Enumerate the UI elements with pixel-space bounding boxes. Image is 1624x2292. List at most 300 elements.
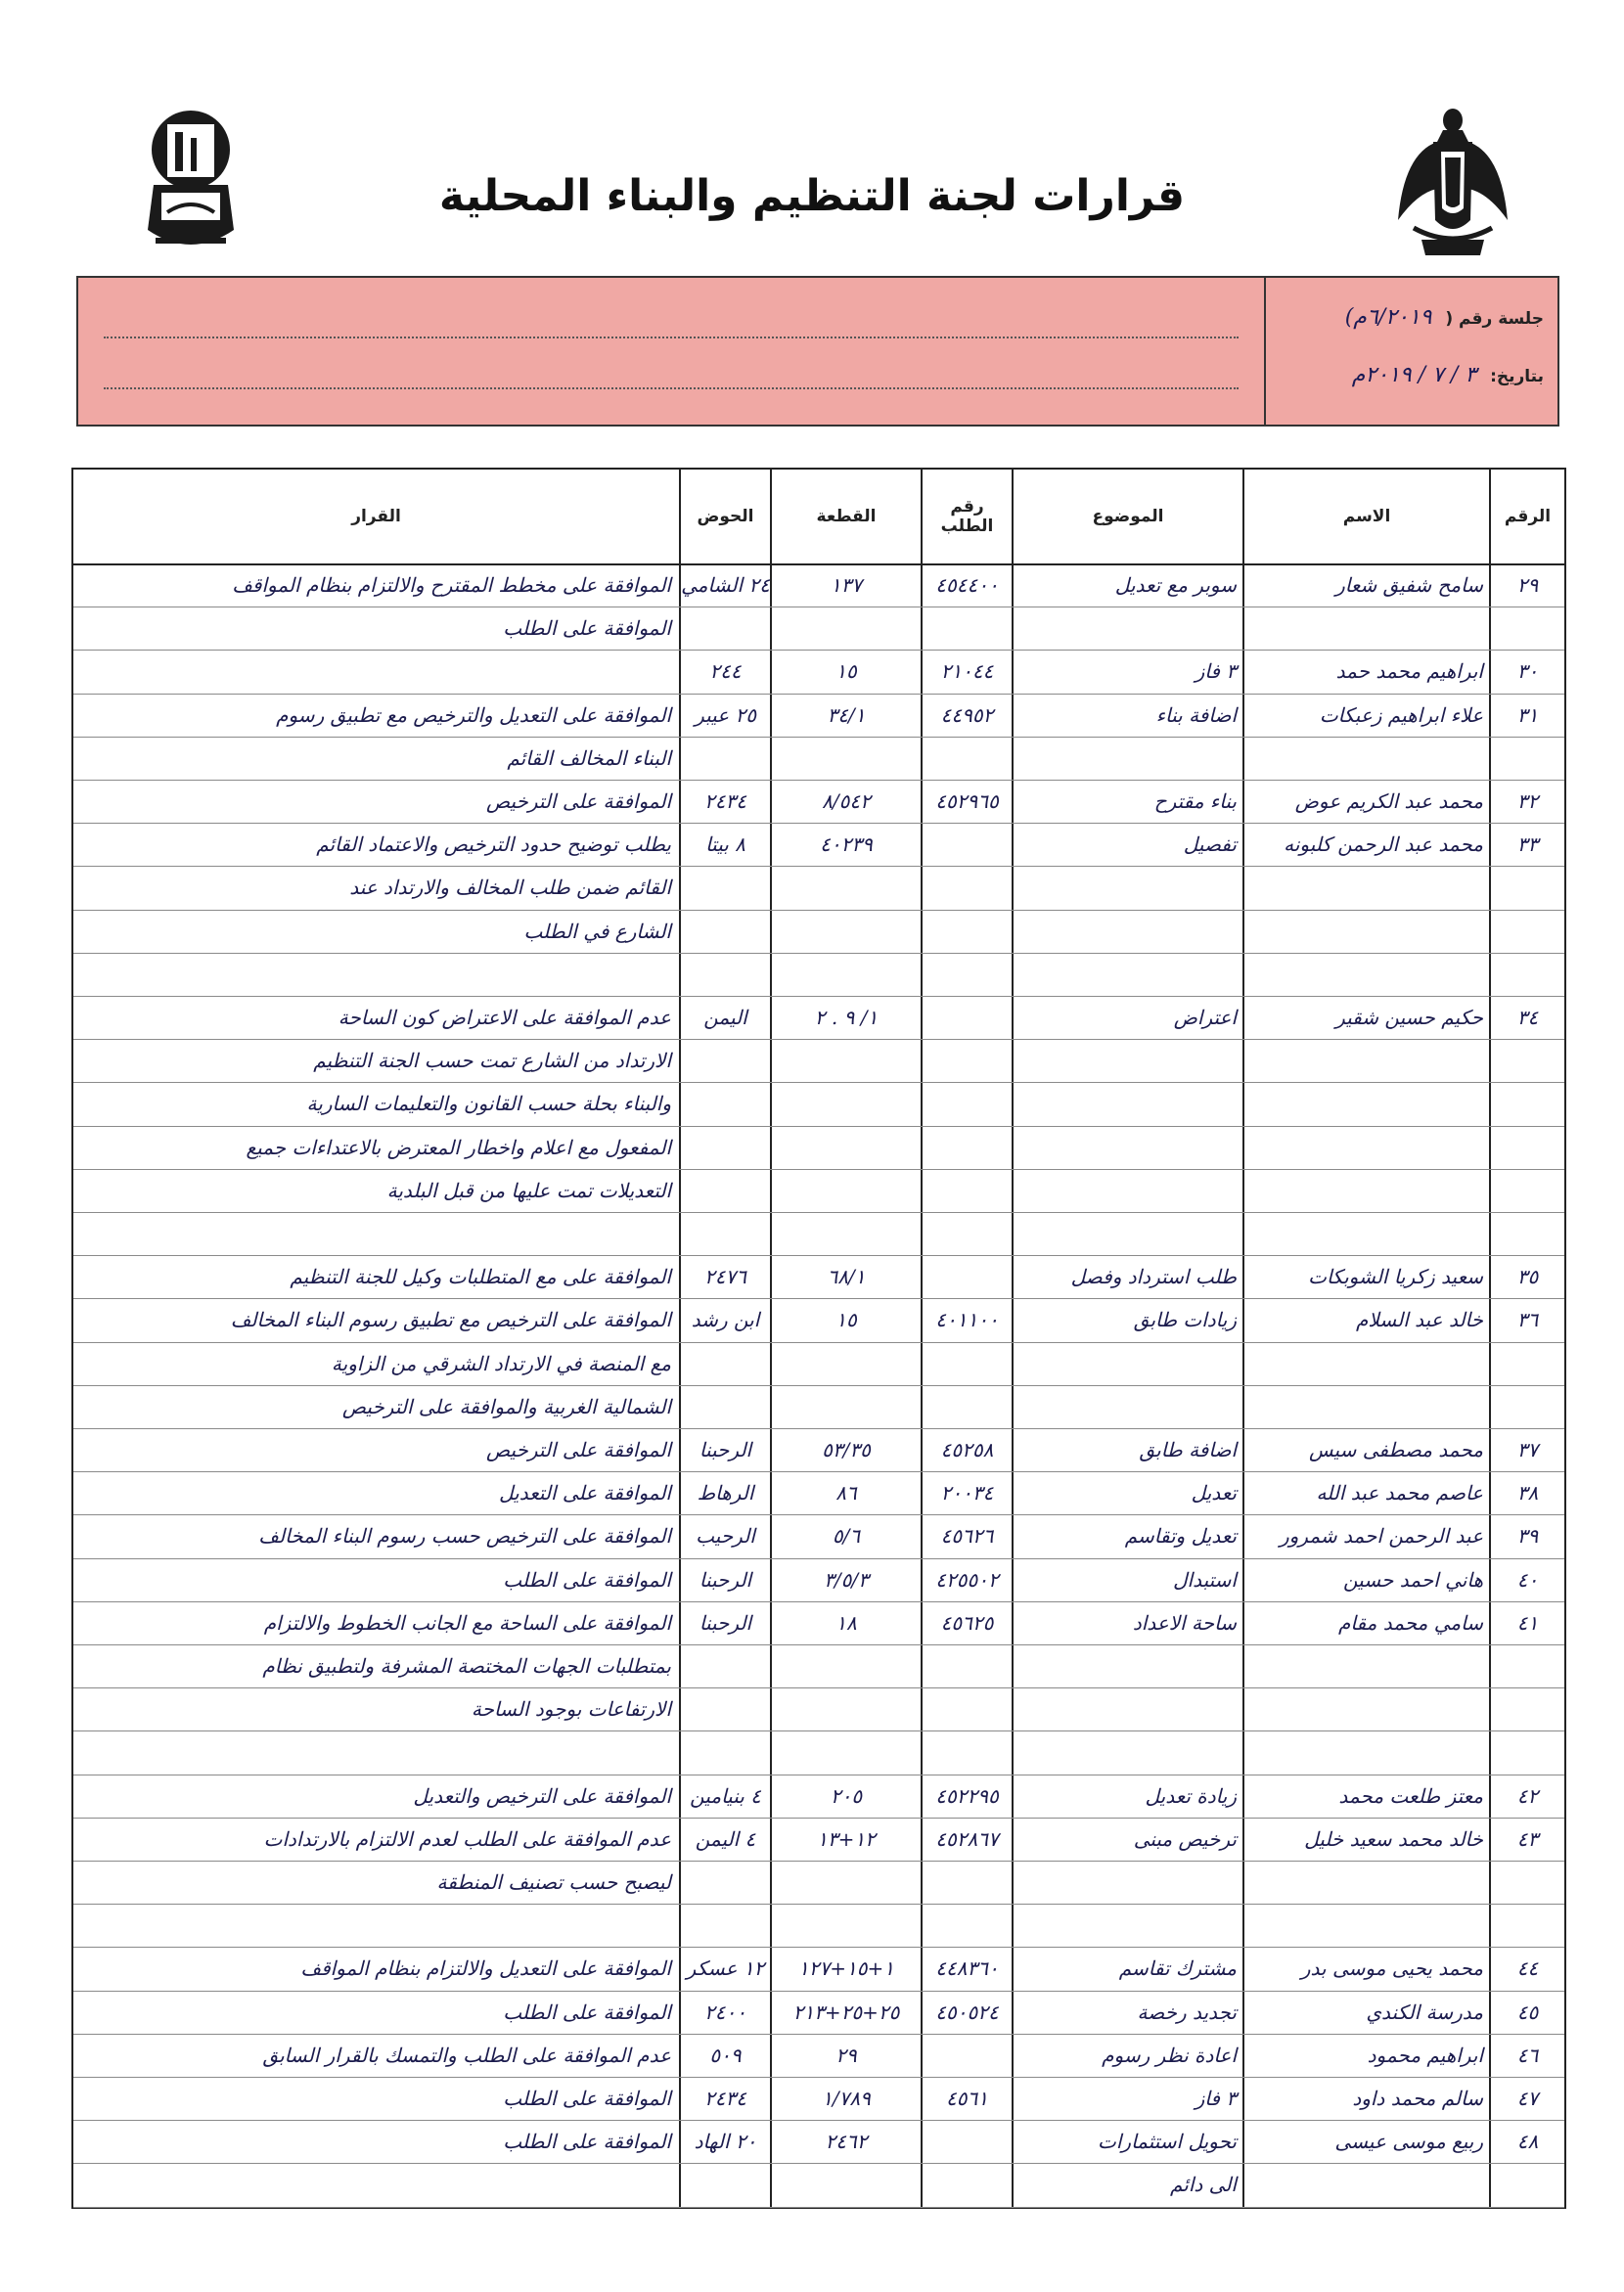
cell-basin [681,737,770,780]
session-info [1264,278,1557,425]
cell-decision: المفعول مع اعلام واخطار المعترض بالاعتداءات جميع [246,1135,671,1159]
table-row [73,1947,1564,1990]
cell-name: علاء ابراهيم زعبكات [1319,702,1483,727]
cell-request-no [923,866,1012,909]
cell-request-no [923,1385,1012,1428]
table-row [73,607,1564,650]
cell-subject [1008,1126,1242,1169]
cell-decision: الموافقة على الطلب [503,1567,671,1592]
cell-subject [1008,1039,1242,1082]
cell-subject [1008,1644,1242,1687]
cell-request-no: ٤٤٨٣٦٠ [935,1956,999,1981]
cell-basin [681,866,770,909]
cell-request-no: ٤٥٢٨٦٧ [935,1826,999,1851]
table-row [73,1644,1564,1687]
table-row [73,2163,1564,2206]
cell-name [1239,1385,1489,1428]
cell-name: سامح شفيق شعار [1335,573,1483,597]
cell-name: محمد عبد الكريم عوض [1294,789,1483,813]
cell-subject: مشترك تقاسم [1118,1956,1237,1981]
cell-decision [66,1730,679,1774]
cell-request-no [923,996,1012,1039]
table-row [73,1255,1564,1298]
cell-name [1239,1039,1489,1082]
cell-decision: الموافقة على الترخيص [485,789,671,813]
cell-basin [681,1212,770,1255]
cell-subject [1008,1385,1242,1428]
session-number [1276,305,1544,330]
table-row [73,694,1564,737]
table-row [73,823,1564,866]
table-row [73,953,1564,996]
cell-request-no: ٢٠٠٣٤ [940,1481,994,1506]
session-date [1276,363,1544,387]
cell-subject: ٣ فاز [1195,659,1237,684]
page-title: قرارات لجنة التنظيم والبناء المحلية [438,171,1186,221]
cell-name [1239,737,1489,780]
cell-request-no: ٤٤٩٥٢ [940,702,994,727]
cell-parcel [772,1861,921,1904]
table-row [73,1428,1564,1471]
cell-num [1491,1342,1564,1385]
cell-parcel: ٦٨/١ [827,1265,866,1289]
table-row [73,1861,1564,1904]
cell-decision: البناء المخالف القائم [507,745,671,770]
cell-request-no [923,737,1012,780]
cell-num [1491,1212,1564,1255]
cell-basin [681,1082,770,1125]
cell-subject: اضافة بناء [1155,702,1237,727]
table-row [73,1775,1564,1818]
cell-parcel [772,866,921,909]
cell-parcel: ١٥ [835,1308,857,1332]
cell-request-no [923,1687,1012,1730]
cell-request-no [923,2034,1012,2077]
cell-name [1239,1687,1489,1730]
cell-parcel [772,1082,921,1125]
cell-num [1491,1039,1564,1082]
cell-basin [681,607,770,650]
cell-num: ٤٨ [1516,2130,1539,2154]
cell-num: ٤٣ [1516,1826,1539,1851]
cell-basin: اليمن [703,1006,747,1029]
cell-decision: عدم الموافقة على الطلب لعدم الالتزام بالارتدادات [263,1826,671,1851]
cell-decision [66,1212,679,1255]
cell-subject [1008,1082,1242,1125]
cell-name: ربيع موسى عيسى [1334,2130,1483,2154]
cell-decision: الموافقة على التعديل والترخيص مع تطبيق رسوم [276,702,671,727]
cell-name: محمد يحيى موسى بدر [1300,1956,1483,1981]
cell-subject: استبدال [1173,1567,1237,1592]
cell-name [1239,910,1489,953]
cell-basin [681,1039,770,1082]
table-row [73,1298,1564,1341]
cell-parcel: ٢٠٥ [830,1783,863,1808]
cell-request-no [923,1644,1012,1687]
table-row [73,1991,1564,2034]
cell-name: ابراهيم محمود [1367,2043,1483,2067]
cell-subject: اضافة طابق [1139,1438,1237,1461]
cell-name: محمد عبد الرحمن كلبونه [1284,832,1483,857]
table-header [73,470,1564,565]
cell-basin [681,953,770,996]
cell-request-no [923,953,1012,996]
cell-subject: بناء مقترح [1153,789,1237,813]
cell-decision: بمتطلبات الجهات المختصة المشرفة ولتطبيق نظام [262,1654,671,1678]
cell-parcel [772,1644,921,1687]
cell-name [1239,1730,1489,1774]
cell-subject: زيادة تعديل [1145,1783,1237,1808]
cell-num: ٣٥ [1516,1265,1539,1289]
cell-request-no [923,1126,1012,1169]
cell-name [1239,1126,1489,1169]
cell-num: ٣٧ [1516,1438,1539,1461]
cell-basin: ٥٠٩ [709,2043,742,2067]
header-basin: الحوض [697,507,754,526]
cell-parcel: ٣/٥/٣ [824,1567,869,1592]
table-row [73,1126,1564,1169]
cell-name [1239,866,1489,909]
cell-decision [66,953,679,996]
cell-request-no [923,1904,1012,1947]
cell-subject: تعديل [1191,1481,1237,1506]
cell-basin: ٤ بنيامين [690,1783,761,1808]
cell-parcel: ٨/٥٤٢ [822,789,871,813]
cell-decision: الموافقة على الساحة مع الجانب الخطوط والالتزام [263,1610,671,1635]
cell-basin: الرحبنا [699,1567,752,1592]
cell-basin: ٢٤٧٦ [704,1265,746,1289]
dotted-line [104,337,1239,338]
cell-decision: عدم الموافقة على الطلب والتمسك بالقرار السابق [262,2043,671,2067]
cell-request-no: ٤٥٦٢٦ [940,1524,994,1549]
cell-num: ٣١ [1516,702,1539,727]
table-row [73,1082,1564,1125]
cell-request-no: ٤٥٢٢٩٥ [935,1783,999,1808]
table-row [73,1687,1564,1730]
cell-name [1239,953,1489,996]
cell-parcel: ٢٤٦٢ [825,2130,868,2154]
cell-decision: الموافقة على الطلب [503,2130,671,2154]
cell-request-no [923,910,1012,953]
table-row [73,1601,1564,1644]
cell-decision: الموافقة على الترخيص والتعديل [413,1783,671,1808]
cell-num [1491,737,1564,780]
cell-parcel [772,1342,921,1385]
cell-num: ٤٥ [1516,2000,1539,2024]
cell-name [1239,1082,1489,1125]
cell-decision: مع المنصة في الارتداد الشرقي من الزاوية [331,1351,671,1375]
table-row [73,780,1564,823]
table-row [73,910,1564,953]
cell-decision: الموافقة على التعديل والالتزام بنظام المواقف [300,1956,671,1981]
cell-name: سعيد زكريا الشوبكات [1308,1265,1483,1289]
cell-parcel [772,1730,921,1774]
table-row [73,1818,1564,1861]
cell-parcel [772,1039,921,1082]
cell-parcel: ١٣٧ [830,573,863,597]
cell-decision: الموافقة على الترخيص [485,1438,671,1461]
cell-name: مدرسة الكندي [1366,2000,1483,2024]
cell-num: ٣٣ [1516,832,1539,857]
cell-parcel: ٢٩ [835,2043,857,2067]
cell-parcel: ١٨ [835,1610,857,1635]
table-row [73,1169,1564,1212]
cell-name [1239,1904,1489,1947]
session-number-value: ٦/٢٠١٩م) [1344,305,1432,330]
cell-num [1491,2163,1564,2206]
cell-parcel [772,1904,921,1947]
cell-request-no: ٤٠١١٠٠ [935,1308,999,1332]
cell-basin: الرحيب [696,1524,755,1549]
cell-request-no [923,1861,1012,1904]
cell-num [1491,866,1564,909]
cell-decision: الموافقة على الترخيص مع تطبيق رسوم البناء المخالف [230,1308,671,1332]
table-row [73,737,1564,780]
header-name: الاسم [1342,507,1391,526]
cell-basin: ابن رشد [691,1308,760,1332]
cell-decision: الشمالية الغربية والموافقة على الترخيص [341,1394,671,1418]
header-parcel: القطعة [816,507,877,526]
header-request-no: رقم الطلب [940,497,994,536]
table-row [73,996,1564,1039]
cell-name [1239,1644,1489,1687]
cell-parcel [772,1385,921,1428]
cell-parcel [772,910,921,953]
cell-subject [1008,1342,1242,1385]
cell-name: محمد مصطفى سيس [1309,1438,1483,1461]
cell-name: عبد الرحمن احمد شمرور [1279,1524,1483,1549]
cell-request-no [923,1039,1012,1082]
cell-request-no: ٤٥٦٢٥ [940,1610,994,1635]
cell-parcel: ١٢+١٣ [817,1826,876,1851]
cell-subject [1008,866,1242,909]
table-row [73,1904,1564,1947]
cell-subject: ساحة الاعداد [1132,1610,1237,1635]
cell-subject [1008,953,1242,996]
cell-request-no [923,1730,1012,1774]
cell-request-no [923,2120,1012,2163]
cell-num: ٤٢ [1516,1783,1539,1808]
cell-parcel [772,1212,921,1255]
cell-basin [681,1730,770,1774]
cell-basin: ١٢ عسكر [686,1956,765,1981]
table-row [73,1730,1564,1774]
cell-num: ٤٦ [1516,2043,1539,2067]
cell-subject: تحويل استثمارات [1098,2130,1237,2154]
cell-subject: طلب استرداد وفصل [1070,1265,1237,1289]
row-rule [73,2207,1564,2208]
cell-name [1239,1342,1489,1385]
cell-decision: الموافقة على مخطط المقترح والالتزام بنظام المواقف [232,573,671,597]
cell-parcel: ٥/٦ [832,1524,861,1549]
header-decision: القرار [351,507,401,526]
cell-name: سالم محمد داود [1352,2087,1483,2110]
header-num: الرقم [1504,507,1552,526]
cell-request-no [923,1082,1012,1125]
cell-basin: الرحبنا [699,1438,752,1461]
cell-subject: ترخيص مبنى [1133,1826,1237,1851]
cell-name [1239,607,1489,650]
cell-num [1491,910,1564,953]
cell-num [1491,1169,1564,1212]
session-number-label: جلسة رقم ( [1445,309,1544,329]
cell-subject: اعتراض [1173,1006,1237,1029]
dotted-line [104,387,1239,389]
cell-request-no: ٤٢٥٥٠٢ [935,1567,999,1592]
cell-subject [1008,1687,1242,1730]
cell-basin: ٢٠ الهاد [694,2130,757,2154]
cell-num: ٣٢ [1516,789,1539,813]
cell-subject [1008,910,1242,953]
cell-basin: ٨ بيتا [705,832,745,857]
cell-basin: ٢٤٣٤ [704,2087,746,2110]
cell-basin: الرهاط [697,1481,754,1506]
cell-num: ٢٩ [1516,573,1539,597]
cell-decision: الموافقة على الترخيص حسب رسوم البناء المخالف [258,1524,671,1549]
cell-subject [1008,1730,1242,1774]
cell-num: ٣٠ [1516,659,1539,684]
cell-request-no [923,1342,1012,1385]
cell-subject: سوبر مع تعديل [1114,573,1237,597]
table-row [73,1514,1564,1557]
cell-request-no [923,823,1012,866]
cell-subject [1008,1861,1242,1904]
cell-decision: الموافقة على التعديل [499,1481,671,1506]
session-box [76,276,1559,427]
header-subject: الموضوع [1092,507,1164,526]
cell-parcel: ١/٧٨٩ [822,2087,871,2110]
cell-name: حكيم حسين شقير [1335,1006,1483,1029]
cell-basin [681,910,770,953]
cell-decision: الموافقة على الطلب [503,616,671,641]
cell-subject: اعادة نظر رسوم [1102,2043,1237,2067]
cell-decision [66,2163,679,2206]
cell-parcel [772,1126,921,1169]
cell-parcel [772,1169,921,1212]
cell-parcel [772,607,921,650]
decisions-table [71,468,1566,2209]
cell-request-no [923,607,1012,650]
cell-subject [1008,737,1242,780]
cell-request-no: ٤٥٠٥٢٤ [935,2000,999,2024]
cell-basin: ٢٤ الشامي [681,573,770,597]
cell-num [1491,1904,1564,1947]
cell-name [1239,1861,1489,1904]
cell-decision: الارتفاعات بوجود الساحة [471,1697,671,1722]
cell-basin [681,1385,770,1428]
cell-num [1491,1861,1564,1904]
cell-subject: تفصيل [1183,832,1237,857]
cell-name: ابراهيم محمد حمد [1335,659,1483,684]
cell-decision: الارتداد من الشارع تمت حسب الجنة التنظيم [313,1049,671,1073]
cell-name: عاصم محمد عبد الله [1316,1481,1483,1506]
table-row [73,866,1564,909]
cell-basin: ٤ اليمن [695,1826,756,1851]
cell-num: ٤٤ [1516,1956,1539,1981]
cell-name: سامي محمد مقام [1338,1610,1483,1635]
cell-request-no [923,1255,1012,1298]
table-row [73,2077,1564,2120]
table-row [73,1471,1564,1514]
cell-name: خالد محمد سعيد خليل [1304,1826,1483,1851]
cell-decision: الشارع في الطلب [523,919,671,943]
cell-basin [681,1644,770,1687]
cell-basin [681,1126,770,1169]
cell-request-no [923,2163,1012,2206]
cell-decision: الموافقة على مع المتطلبات وكيل للجنة التنظيم [290,1265,671,1289]
table-row [73,2034,1564,2077]
cell-basin [681,1904,770,1947]
cell-num: ٤٧ [1516,2087,1539,2110]
cell-num [1491,1687,1564,1730]
cell-name: هاني احمد حسين [1342,1567,1483,1592]
cell-num: ٣٨ [1516,1481,1539,1506]
table-row [73,1342,1564,1385]
cell-num: ٤١ [1516,1610,1539,1635]
cell-parcel: ٤٠٢٣٩ [820,832,873,857]
cell-parcel: ١+١٥+١٢٧ [798,1956,894,1981]
cell-basin: ٢٤٠٠ [704,2000,746,2024]
cell-name [1239,1212,1489,1255]
cell-request-no: ٢١٠٤٤ [940,659,994,684]
cell-name [1239,1169,1489,1212]
cell-subject [1008,1904,1242,1947]
cell-parcel: ٣٤/١ [827,702,866,727]
cell-num [1491,1730,1564,1774]
cell-parcel [772,2163,921,2206]
cell-basin [681,2163,770,2206]
cell-num: ٤٠ [1516,1567,1539,1592]
cell-decision: ليصبح حسب تصنيف المنطقة [436,1870,671,1894]
cell-num: ٣٦ [1516,1308,1539,1332]
cell-basin [681,1861,770,1904]
cell-num: ٣٤ [1516,1006,1539,1029]
cell-num [1491,607,1564,650]
session-date-value: ٣ / ٧ / ٢٠١٩م [1351,363,1477,387]
cell-num: ٣٩ [1516,1524,1539,1549]
cell-subject [1008,607,1242,650]
cell-subject: تجديد رخصة [1137,2000,1237,2024]
cell-num [1491,1385,1564,1428]
session-date-label: بتاريخ: [1490,367,1544,386]
cell-num [1491,1126,1564,1169]
cell-decision: عدم الموافقة على الاعتراض كون الساحة [338,1006,671,1029]
cell-name: معتز طلعت محمد [1338,1783,1483,1808]
cell-request-no [923,1212,1012,1255]
table-row [73,650,1564,693]
cell-basin: ٢٤٣٤ [704,789,746,813]
cell-request-no [923,1169,1012,1212]
table-row [73,1558,1564,1601]
cell-decision: القائم ضمن طلب المخالف والارتداد عند [349,876,671,900]
cell-basin [681,1169,770,1212]
cell-basin: ٢٤٤ [709,659,742,684]
cell-name: خالد عبد السلام [1355,1308,1483,1332]
cell-parcel: ١٥ [835,659,857,684]
cell-subject [1008,1169,1242,1212]
cell-decision: يطلب توضيح حدود الترخيص والاعتماد القائم [316,832,671,857]
cell-request-no: ٤٥٢٩٦٥ [935,789,999,813]
table-row [73,1039,1564,1082]
cell-decision: الموافقة على الطلب [503,2000,671,2024]
cell-basin: ٢٥ عيبر [695,702,756,727]
cell-decision: التعديلات تمت عليها من قبل البلدية [386,1178,671,1202]
cell-decision: والبناء بحلة حسب القانون والتعليمات السارية [306,1092,671,1116]
cell-num [1491,1082,1564,1125]
cell-subject: زيادات طابق [1133,1308,1237,1332]
cell-parcel [772,1687,921,1730]
cell-subject: تعديل وتقاسم [1124,1524,1237,1549]
